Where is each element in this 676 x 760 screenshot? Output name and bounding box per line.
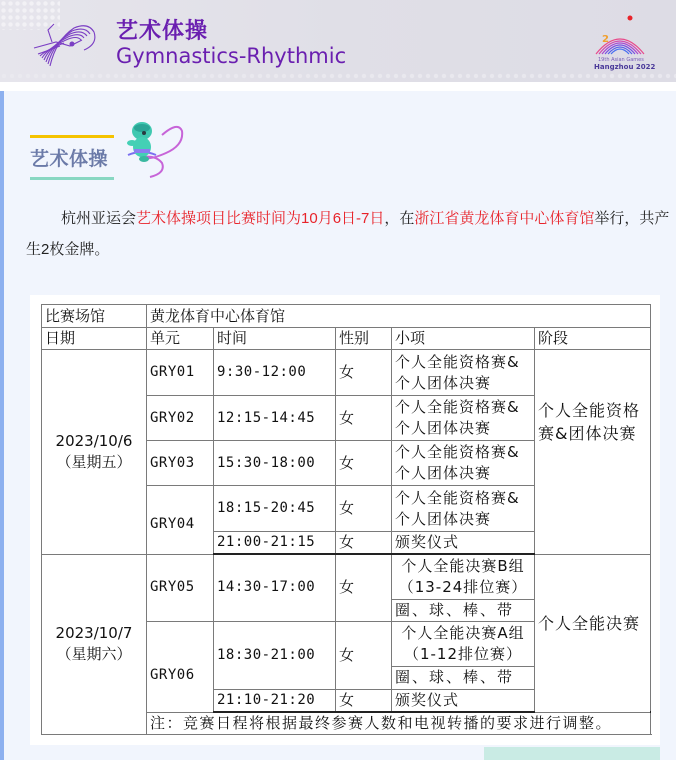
header-gender: 性别 (336, 328, 392, 350)
logo-caption-line2: Hangzhou 2022 (594, 63, 656, 71)
time-cell: 14:30-17:00 (214, 554, 336, 621)
unit-cell: GRY03 (147, 441, 214, 486)
date-value: 2023/10/6 (55, 431, 133, 450)
event-cell: 个人全能决赛A组（1-12排位赛） (392, 621, 535, 666)
time-cell: 9:30-12:00 (214, 350, 336, 396)
venue-value: 黄龙体育中心体育馆 (147, 305, 651, 328)
heading-bar-bottom (30, 177, 114, 180)
time-cell: 21:00-21:15 (214, 532, 336, 555)
rhythmic-gymnastics-pictogram-icon (30, 18, 98, 68)
event-cell: 个人全能资格赛&个人团体决赛 (392, 486, 535, 532)
decorative-dots-bottom (0, 72, 676, 80)
mascot-with-ribbon-icon (122, 115, 186, 181)
header-date: 日期 (42, 328, 147, 350)
weekday-value: （星期五） (56, 452, 132, 471)
time-cell: 18:30-21:00 (214, 621, 336, 689)
header-row (42, 328, 651, 350)
weekday-value: （星期六） (56, 645, 132, 664)
header-stage: 阶段 (535, 328, 651, 350)
logo-caption-line1: 19th Asian Games (598, 57, 644, 63)
page-title-en: Gymnastics-Rhythmic (116, 44, 347, 68)
table-row (42, 350, 651, 396)
gender-cell: 女 (336, 689, 392, 712)
watermark-strip (484, 747, 660, 760)
stage-cell: 个人全能资格赛&团体决赛 (535, 350, 651, 555)
event-cell: 个人全能资格赛&个人团体决赛 (392, 396, 535, 441)
gender-cell: 女 (336, 350, 392, 396)
stage-cell: 个人全能决赛 (535, 554, 651, 712)
intro-text: 杭州亚运会 (61, 210, 137, 227)
gender-cell: 女 (336, 396, 392, 441)
header-banner (0, 0, 676, 82)
unit-cell: GRY06 (147, 621, 214, 712)
date-cell (42, 350, 147, 555)
section-heading-text: 艺术体操 (30, 148, 109, 170)
time-cell: 21:10-21:20 (214, 689, 336, 712)
gender-cell: 女 (336, 554, 392, 621)
apparatus-cell: 圈、球、棒、带 (392, 666, 535, 689)
event-cell: 颁奖仪式 (392, 532, 535, 555)
gender-cell: 女 (336, 441, 392, 486)
intro-highlight-venue: 浙江省黄龙体育中心体育馆 (414, 210, 595, 227)
svg-text:2: 2 (602, 34, 609, 45)
venue-row (42, 305, 651, 328)
time-cell: 12:15-14:45 (214, 396, 336, 441)
apparatus-cell: 圈、球、棒、带 (392, 599, 535, 621)
header-unit: 单元 (147, 328, 214, 350)
unit-cell: GRY02 (147, 396, 214, 441)
gender-cell: 女 (336, 532, 392, 555)
unit-cell: GRY01 (147, 350, 214, 396)
date-value: 2023/10/7 (55, 624, 133, 643)
schedule-table (41, 304, 651, 735)
event-cell: 颁奖仪式 (392, 689, 535, 712)
gender-cell: 女 (336, 486, 392, 532)
event-cell: 个人全能资格赛&个人团体决赛 (392, 350, 535, 396)
page-title-cn: 艺术体操 (116, 19, 209, 44)
intro-text: 举行，共产生2枚金牌。 (26, 210, 670, 258)
header-event: 小项 (392, 328, 535, 350)
content-panel (0, 91, 676, 760)
time-cell: 18:15-20:45 (214, 486, 336, 532)
unit-cell: GRY04 (147, 486, 214, 555)
header-time: 时间 (214, 328, 336, 350)
heading-bar-top (30, 135, 114, 138)
event-cell: 个人全能资格赛&个人团体决赛 (392, 441, 535, 486)
venue-label: 比赛场馆 (42, 305, 147, 328)
intro-text: ，在 (384, 210, 415, 227)
table-row (42, 554, 651, 599)
gender-cell: 女 (336, 621, 392, 689)
intro-highlight-dates: 艺术体操项目比赛时间为10月6日-7日 (136, 210, 385, 227)
time-cell: 15:30-18:00 (214, 441, 336, 486)
schedule-card (30, 295, 660, 745)
schedule-note: 注：竞赛日程将根据最终参赛人数和电视转播的要求进行调整。 (147, 712, 651, 735)
intro-paragraph (26, 203, 674, 265)
section-heading (30, 135, 114, 181)
event-cell: 个人全能决赛B组（13-24排位赛） (392, 554, 535, 599)
unit-cell: GRY05 (147, 554, 214, 621)
date-cell (42, 554, 147, 735)
